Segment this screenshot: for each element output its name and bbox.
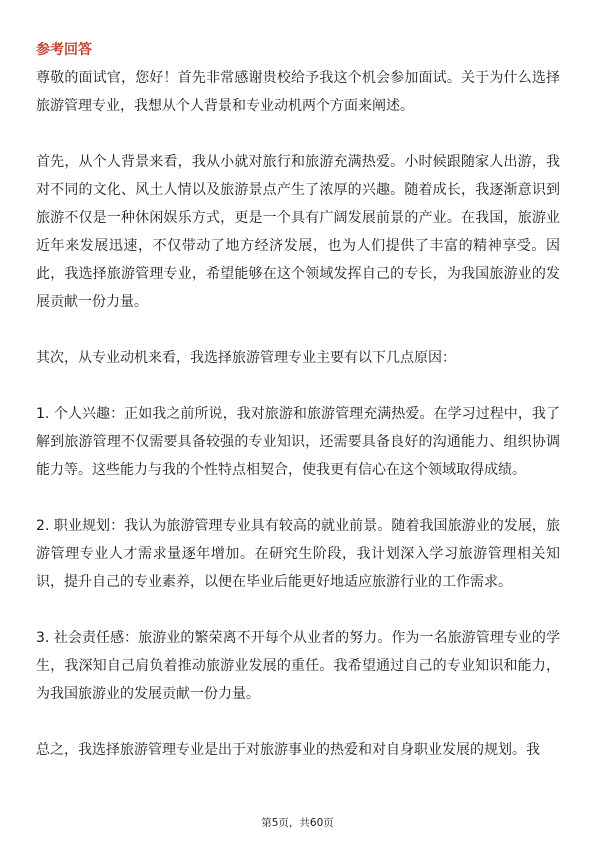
paragraph-intro: 尊敬的面试官，您好！首先非常感谢贵校给予我这个机会参加面试。关于为什么选择旅游管理专业，我想从个人背景和专业动机两个方面来阐述。 <box>36 70 560 114</box>
paragraph-conclusion: 总之，我选择旅游管理专业是出于对旅游事业的热爱和对自身职业发展的规划。我 <box>36 742 540 758</box>
page-number: 第5页，共60页 <box>261 817 334 829</box>
paragraph-reason-career: 2. 职业规划：我认为旅游管理专业具有较高的就业前景。随着我国旅游业的发展，旅游管理专业人才需求量逐年增加。在研究生阶段，我计划深入学习旅游管理相关知识，提升自己的专业素养，以便在毕业后能更好地适应旅游行业的工作需求。 <box>36 518 560 590</box>
paragraph-reason-interest: 1. 个人兴趣：正如我之前所说，我对旅游和旅游管理充满热爱。在学习过程中，我了解到旅游管理不仅需要具备较强的专业知识，还需要具备良好的沟通能力、组织协调能力等。这些能力与我的个性特点相契合，使我更有信心在这个领域取得成绩。 <box>36 406 560 478</box>
paragraph-personal-background: 首先，从个人背景来看，我从小就对旅行和旅游充满热爱。小时候跟随家人出游，我对不同的文化、风土人情以及旅游景点产生了浓厚的兴趣。随着成长，我逐渐意识到旅游不仅是一种休闲娱乐方式，更是一个具有广阔发展前景的产业。在我国，旅游业近年来发展迅速，不仅带动了地方经济发展，也为人们提供了丰富的精神享受。因此，我选择旅游管理专业，希望能够在这个领域发挥自己的专长，为我国旅游业的发展贡献一份力量。 <box>36 154 560 310</box>
answer-body <box>36 64 560 764</box>
section-heading: 参考回答 <box>36 42 92 58</box>
paragraph-motivation-intro: 其次，从专业动机来看，我选择旅游管理专业主要有以下几点原因： <box>36 350 456 366</box>
paragraph-reason-responsibility: 3. 社会责任感：旅游业的繁荣离不开每个从业者的努力。作为一名旅游管理专业的学生，我深知自己肩负着推动旅游业发展的重任。我希望通过自己的专业知识和能力，为我国旅游业的发展贡献一份力量。 <box>36 630 560 702</box>
